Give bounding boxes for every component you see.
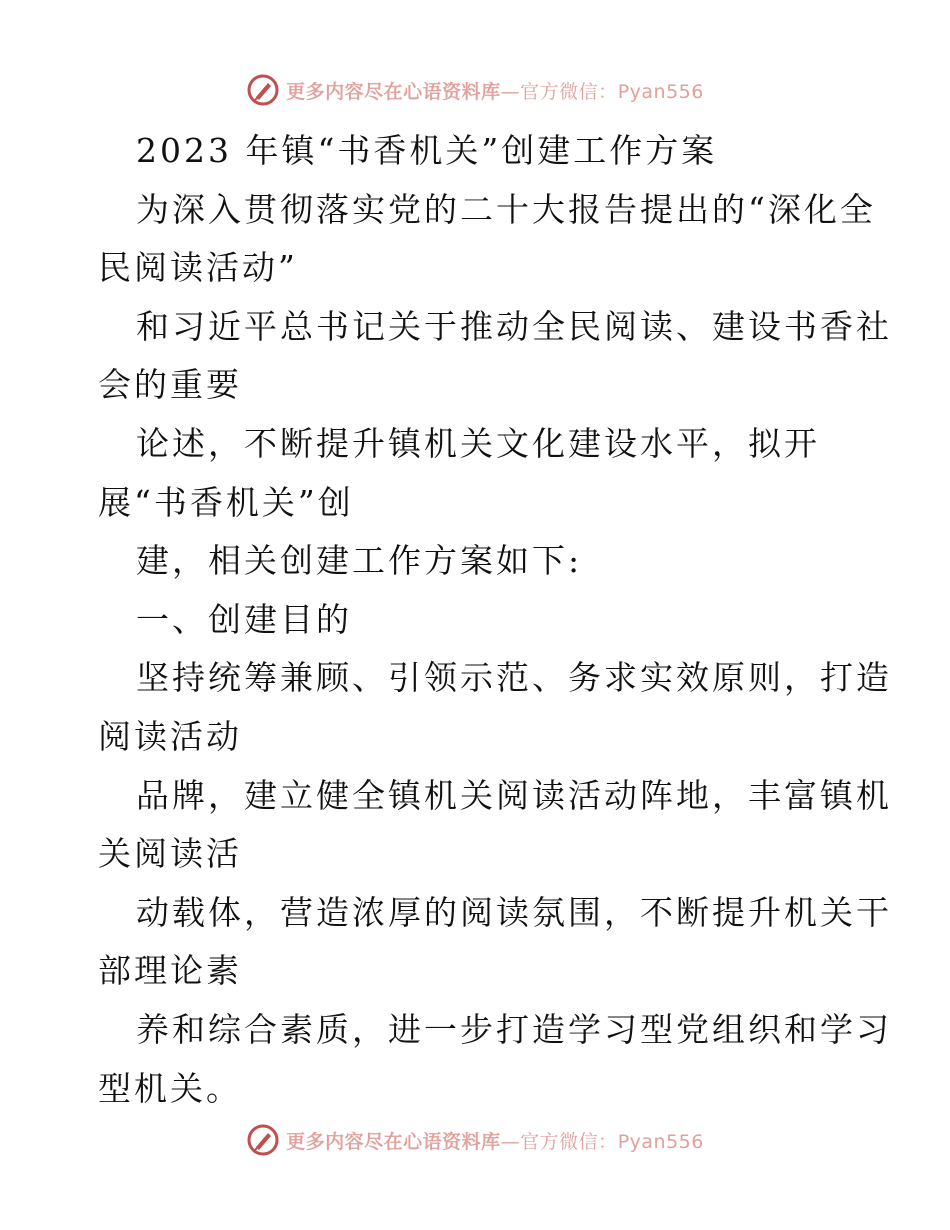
document-body: [98, 122, 892, 1118]
document-line: 动载体，营造浓厚的阅读氛围，不断提升机关干: [136, 892, 892, 932]
document-line: 为深入贯彻落实党的二十大报告提出的“深化全: [136, 189, 876, 229]
header-watermark-banner: [0, 70, 950, 110]
document-line: 论述，不断提升镇机关文化建设水平，拟开: [136, 423, 820, 463]
document-line: 部理论素: [98, 951, 242, 991]
logo-icon: [246, 1123, 280, 1157]
banner-separator: —: [500, 80, 521, 103]
document-line: 2023 年镇“书香机关”创建工作方案: [136, 131, 718, 170]
document-line: 民阅读活动”: [98, 248, 298, 288]
banner-main-text: 更多内容尽在心语资料库: [286, 80, 501, 103]
banner-wechat-id: Pyan556: [617, 1130, 704, 1153]
banner-wechat-label: 官方微信：: [520, 80, 618, 103]
document-line: 会的重要: [98, 365, 242, 405]
logo-icon: [246, 73, 280, 107]
banner-separator: —: [500, 1130, 521, 1153]
footer-watermark-banner: [0, 1120, 950, 1160]
document-line: 关阅读活: [98, 834, 242, 874]
document-line: 一、创建目的: [136, 599, 352, 639]
document-line: 养和综合素质，进一步打造学习型党组织和学习: [136, 1009, 892, 1049]
document-line: 品牌，建立健全镇机关阅读活动阵地，丰富镇机: [136, 775, 892, 815]
document-line: 坚持统筹兼顾、引领示范、务求实效原则，打造: [136, 658, 892, 698]
document-line: 建，相关创建工作方案如下:: [136, 541, 583, 581]
document-line: 阅读活动: [98, 716, 242, 756]
document-line: 和习近平总书记关于推动全民阅读、建设书香社: [136, 306, 892, 346]
banner-wechat-label: 官方微信：: [520, 1130, 618, 1153]
document-line: 型机关。: [98, 1068, 242, 1108]
banner-main-text: 更多内容尽在心语资料库: [286, 1130, 501, 1153]
banner-wechat-id: Pyan556: [617, 80, 704, 103]
document-line: 展“书香机关”创: [98, 482, 354, 522]
